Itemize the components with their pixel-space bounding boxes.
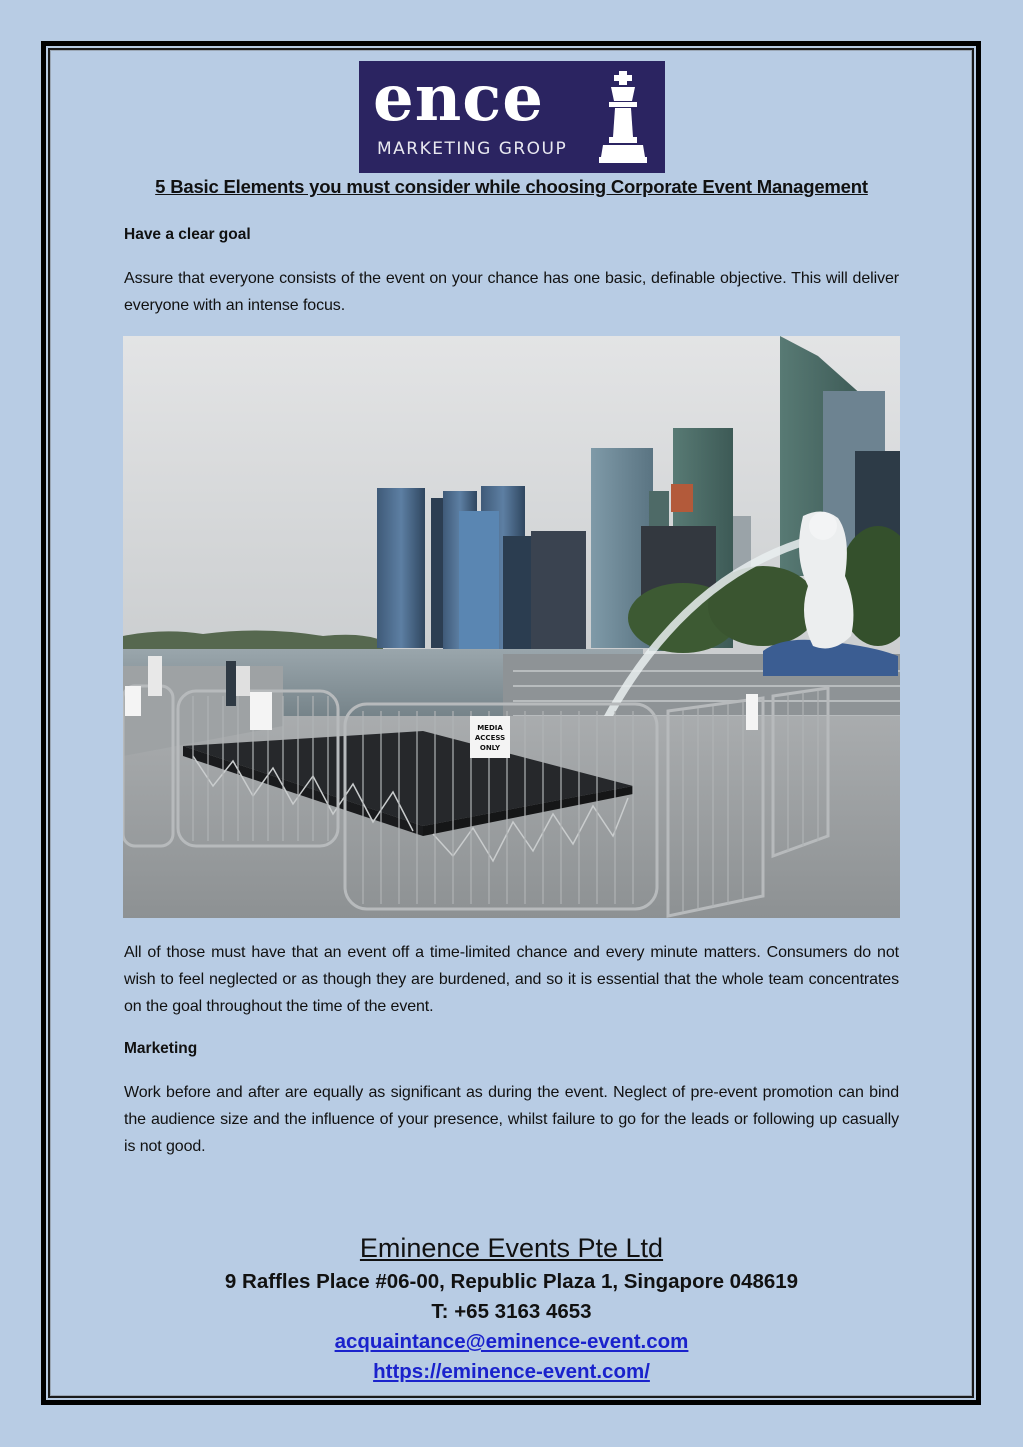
company-phone: T: +65 3163 4653 xyxy=(431,1300,592,1323)
company-address: 9 Raffles Place #06-00, Republic Plaza 1, Singapore 048619 xyxy=(224,1270,799,1293)
photo-scene xyxy=(123,336,900,918)
section-heading-marketing: Marketing xyxy=(124,1040,198,1057)
event-photo xyxy=(123,336,900,918)
section-heading-goal: Have a clear goal xyxy=(124,226,251,243)
company-logo xyxy=(359,61,665,173)
chess-king-icon xyxy=(597,71,649,163)
logo-wordmark: ence xyxy=(373,61,544,136)
paragraph-goal: Assure that everyone consists of the event on your chance has one basic, definable objective. This will deliver everyone with an intense focus. xyxy=(124,270,899,314)
document-title: 5 Basic Elements you must consider while choosing Corporate Event Management xyxy=(155,176,868,197)
svg-text:ACCESS: ACCESS xyxy=(474,734,506,742)
website-link[interactable]: https://eminence-event.com/ xyxy=(373,1360,650,1383)
paragraph-marketing: Work before and after are equally as significant as during the event. Neglect of pre-event promotion can bind the audience size and the influence of your presence, whilst failure to go for the leads or following up casually is not good. xyxy=(124,1084,899,1155)
svg-text:ONLY: ONLY xyxy=(479,744,501,752)
company-name: Eminence Events Pte Ltd xyxy=(359,1233,664,1263)
logo-subtitle: MARKETING GROUP xyxy=(377,139,568,159)
paragraph-time-limited: All of those must have that an event off a time-limited chance and every minute matters. Consumers do not wish to feel neglected or as though they are burdened, and so it is essential that the whole team concentrates on the goal throughout the time of the event. xyxy=(124,944,899,1015)
email-link[interactable]: acquaintance@eminence-event.com xyxy=(334,1330,689,1353)
svg-text:MEDIA: MEDIA xyxy=(477,724,503,732)
